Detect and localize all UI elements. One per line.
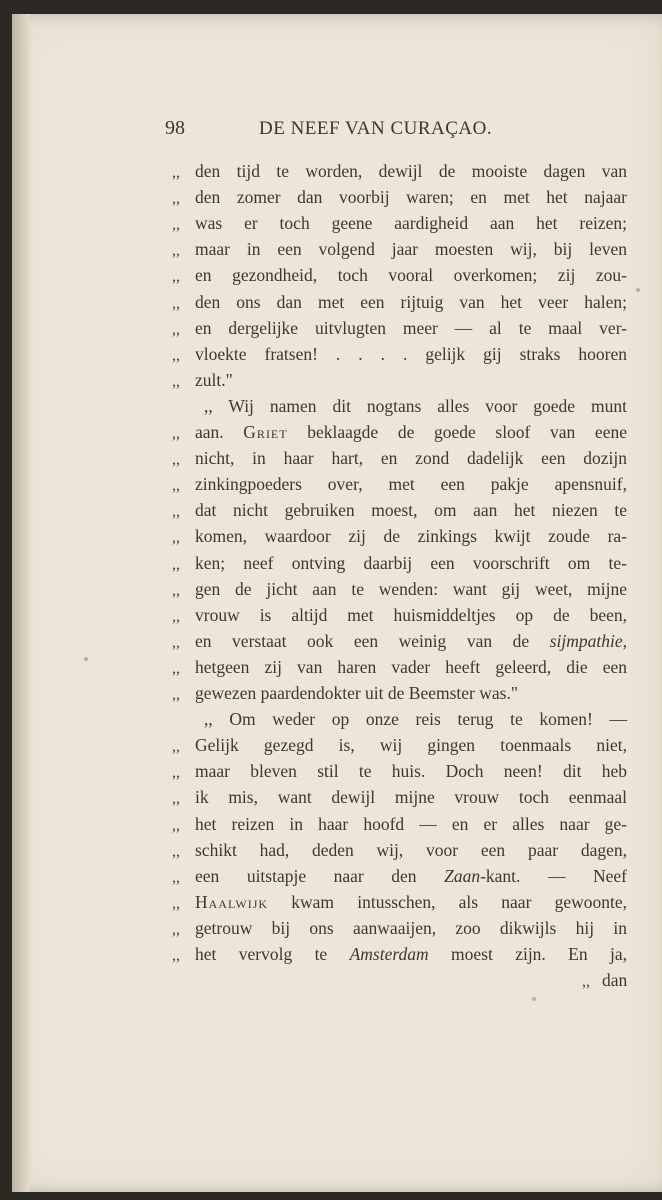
quote-mark: ,,: [172, 738, 180, 756]
quote-mark: ,,: [172, 242, 180, 260]
quote-mark: ,,: [172, 555, 180, 573]
line-text: [195, 367, 627, 393]
line-text: [195, 889, 627, 915]
text-line: [172, 497, 627, 523]
text-run: den ons dan met een rijtuig van het veer halen;: [195, 291, 627, 312]
line-text: [195, 210, 627, 236]
quote-mark: ,,: [172, 607, 180, 625]
text-run: hetgeen zij van haren vader heeft geleerd, die een: [195, 656, 627, 677]
text-line: [172, 784, 627, 810]
text-run: komen, waardoor zij de zinkings kwijt zoude ra-: [195, 526, 627, 547]
line-text: [195, 236, 627, 262]
text-run: zinkingpoeders over, met een pakje apensnuif,: [195, 474, 627, 495]
text-run: den tijd te worden, dewijl de mooiste dagen van: [195, 161, 627, 181]
text-run: vloekte fratsen! . . . . gelijk gij straks hooren: [195, 343, 627, 364]
line-text: [195, 550, 627, 576]
line-text: [195, 341, 627, 367]
text-run: getrouw bij ons aanwaaijen, zoo dikwijls hij in: [195, 917, 627, 938]
quote-mark: ,,: [172, 686, 180, 703]
quote-mark: ,,: [172, 425, 180, 442]
quote-mark: ,,: [172, 503, 180, 521]
italic-word: sijmpathie: [549, 630, 623, 651]
quote-mark: ,,: [172, 790, 180, 808]
quote-mark: ,,: [172, 581, 180, 599]
text-run: ,: [622, 630, 627, 651]
text-run: vrouw is altijd met huismiddeltjes op de been,: [195, 604, 627, 625]
quote-mark: ,,: [172, 268, 180, 286]
line-text: [195, 863, 627, 889]
line-text: [195, 758, 627, 784]
text-run: gewezen paardendokter uit de Beemster was.": [195, 683, 518, 703]
page-number: 98: [165, 117, 185, 139]
text-line: [172, 941, 627, 967]
text-run: gen de jicht aan te wenden: want gij weet, mijne: [195, 578, 627, 599]
text-line: [172, 680, 627, 706]
quote-mark: ,,: [172, 816, 180, 834]
line-text: [195, 497, 627, 523]
text-run: nicht, in haar hart, en zond dadelijk een dozijn: [195, 448, 627, 469]
text-run: ,, Om weder op onze reis terug te komen! —: [204, 709, 627, 730]
italic-word: Zaan: [444, 865, 481, 886]
text-run: maar in een volgend jaar moesten wij, bij leven: [195, 239, 627, 260]
text-run: ,, Wij namen dit nogtans alles voor goede munt: [204, 395, 627, 416]
line-text: [195, 941, 627, 967]
text-run: het vervolg te: [195, 944, 350, 964]
line-text: [195, 732, 627, 758]
line-text: [195, 602, 627, 628]
text-line: [172, 210, 627, 236]
text-line: [172, 576, 627, 602]
text-run: ik mis, want dewijl mijne vrouw toch eenmaal: [195, 787, 627, 808]
text-run: het reizen in haar hoofd — en er alles naar ge-: [195, 813, 627, 834]
text-line: [172, 262, 627, 288]
quote-mark: ,,: [172, 633, 180, 651]
italic-word: Amsterdam: [349, 944, 429, 964]
quote-mark: ,,: [172, 659, 180, 677]
line-text: [195, 915, 627, 941]
quote-mark: ,,: [172, 372, 180, 390]
line-text: [195, 289, 627, 315]
text-line: [172, 889, 627, 915]
quote-mark: ,,: [172, 320, 180, 338]
paper-speck: [532, 997, 536, 1001]
line-text: [195, 654, 627, 680]
line-text: [195, 680, 627, 706]
text-line: [172, 419, 627, 445]
text-run: en gezondheid, toch vooral overkomen; zij zou-: [195, 265, 627, 286]
line-text: [195, 158, 627, 184]
text-line: [172, 367, 627, 393]
quote-mark: ,,: [172, 451, 180, 469]
quote-mark: ,,: [172, 294, 180, 312]
line-text: [204, 706, 627, 732]
page-gutter-shadow: [12, 14, 30, 1192]
line-text: [195, 184, 627, 210]
line-text: [195, 628, 627, 654]
text-line: [172, 158, 627, 184]
line-text: [195, 445, 627, 471]
text-run: beklaagde de goede sloof van eene: [287, 422, 627, 442]
line-text: [195, 784, 627, 810]
text-run: -kant. — Neef: [480, 865, 627, 886]
line-text: [195, 419, 627, 445]
text-line: [172, 550, 627, 576]
paper-speck: [636, 288, 640, 292]
text-line: [172, 289, 627, 315]
catchword-text: dan: [602, 970, 628, 991]
quote-mark: ,,: [582, 973, 590, 991]
text-run: ken; neef ontving daarbij een voorschrift om te-: [195, 552, 627, 573]
text-run: was er toch geene aardigheid aan het reizen;: [195, 213, 627, 234]
quote-mark: ,,: [172, 868, 180, 886]
quote-mark: ,,: [172, 216, 180, 234]
text-run: moest zijn. En ja,: [428, 944, 627, 964]
line-text: [195, 262, 627, 288]
text-run: aan.: [195, 422, 244, 442]
quote-mark: ,,: [172, 894, 180, 912]
quote-mark: ,,: [172, 477, 180, 495]
catchword: [582, 967, 642, 993]
text-line: [172, 837, 627, 863]
text-line: [172, 393, 627, 419]
quote-mark: ,,: [172, 842, 180, 860]
text-line: [172, 915, 627, 941]
text-line: [172, 341, 627, 367]
text-line: [172, 236, 627, 262]
quote-mark: ,,: [172, 920, 180, 938]
running-title: DE NEEF VAN CURAÇAO.: [259, 118, 493, 139]
text-run: Gelijk gezegd is, wij gingen toenmaals niet,: [195, 735, 627, 756]
text-line: [172, 758, 627, 784]
text-line: [172, 184, 627, 210]
text-run: zult.": [195, 369, 233, 390]
quote-mark: ,,: [172, 764, 180, 782]
text-run: kwam intusschen, als naar gewoonte,: [268, 891, 627, 912]
quote-mark: ,,: [172, 346, 180, 364]
text-line: [172, 523, 627, 549]
text-line: [172, 471, 627, 497]
quote-mark: ,,: [172, 947, 180, 964]
line-text: [195, 523, 627, 549]
line-text: [195, 576, 627, 602]
running-header: [165, 117, 545, 141]
line-text: [195, 315, 627, 341]
quote-mark: ,,: [172, 164, 180, 181]
line-text: [204, 393, 627, 419]
text-run: en verstaat ook een weinig van de: [195, 630, 550, 651]
line-text: [195, 471, 627, 497]
quote-mark: ,,: [172, 190, 180, 208]
text-line: [172, 863, 627, 889]
text-run: dat nicht gebruiken moest, om aan het niezen te: [195, 500, 627, 521]
quote-mark: ,,: [172, 529, 180, 547]
text-line: [172, 628, 627, 654]
text-line: [172, 602, 627, 628]
text-run: een uitstapje naar den: [195, 865, 445, 886]
text-line: [172, 811, 627, 837]
text-run: schikt had, deden wij, voor een paar dagen,: [195, 839, 627, 860]
text-run: den zomer dan voorbij waren; en met het najaar: [195, 187, 627, 208]
text-line: [172, 654, 627, 680]
paper-speck: [84, 657, 88, 661]
small-caps-name: Griet: [243, 422, 288, 442]
text-line: [172, 706, 627, 732]
text-run: en dergelijke uitvlugten meer — al te maal ver-: [195, 317, 627, 338]
text-line: [172, 732, 627, 758]
text-line: [172, 315, 627, 341]
text-line: [172, 445, 627, 471]
text-run: maar bleven stil te huis. Doch neen! dit heb: [195, 761, 627, 782]
line-text: [195, 811, 627, 837]
line-text: [195, 837, 627, 863]
small-caps-name: Haalwijk: [195, 891, 269, 912]
